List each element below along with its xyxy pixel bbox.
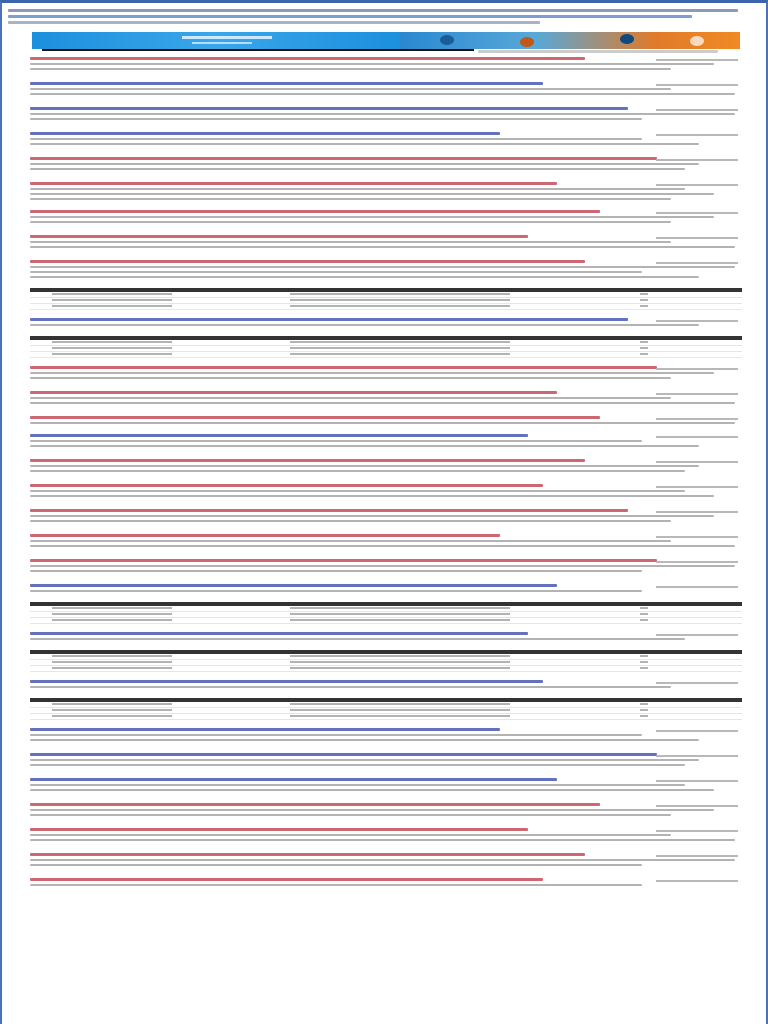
table-cell [640, 293, 648, 295]
result-title-link[interactable] [30, 434, 528, 437]
result-snippet [30, 495, 714, 497]
result-entry [30, 210, 742, 235]
table-cell [640, 613, 648, 615]
result-snippet [30, 324, 699, 326]
result-meta [656, 780, 738, 782]
result-snippet [30, 764, 685, 766]
result-table [30, 602, 742, 628]
result-title-link[interactable] [30, 584, 557, 587]
result-snippet [30, 377, 671, 379]
result-meta [656, 159, 738, 161]
result-title-link[interactable] [30, 878, 543, 881]
table-cell [290, 709, 510, 711]
result-meta [656, 855, 738, 857]
result-title-link[interactable] [30, 853, 585, 856]
result-entry [30, 157, 742, 182]
result-meta [656, 418, 738, 420]
result-snippet [30, 859, 735, 861]
result-entry [30, 632, 742, 650]
result-entry [30, 182, 742, 210]
table-cell [640, 619, 648, 621]
result-snippet [30, 545, 735, 547]
result-title-link[interactable] [30, 366, 657, 369]
result-meta [656, 461, 738, 463]
result-entry [30, 484, 742, 509]
result-snippet [30, 118, 642, 120]
banner-ad-text-line [182, 36, 272, 39]
result-entry [30, 434, 742, 459]
result-title-link[interactable] [30, 753, 657, 756]
table-cell [640, 667, 648, 669]
table-cell [52, 715, 172, 717]
table-row [30, 304, 742, 310]
table-row [30, 666, 742, 672]
table-cell [290, 353, 510, 355]
result-snippet [30, 638, 685, 640]
table-cell [52, 299, 172, 301]
result-snippet [30, 188, 685, 190]
result-snippet [30, 470, 685, 472]
table-cell [640, 347, 648, 349]
header-banner[interactable] [32, 32, 740, 49]
result-entry [30, 534, 742, 559]
result-title-link[interactable] [30, 157, 657, 160]
result-entry [30, 318, 742, 336]
table-cell [640, 703, 648, 705]
result-entry [30, 366, 742, 391]
table-cell [52, 619, 172, 621]
result-meta [656, 536, 738, 538]
result-snippet [30, 276, 699, 278]
result-meta [656, 84, 738, 86]
result-snippet [30, 864, 642, 866]
result-snippet [30, 372, 714, 374]
result-entry [30, 778, 742, 803]
result-entry [30, 878, 742, 896]
table-cell [290, 619, 510, 621]
pagination[interactable] [478, 50, 718, 53]
result-meta [656, 59, 738, 61]
result-meta [656, 436, 738, 438]
table-cell [640, 305, 648, 307]
result-snippet [30, 739, 699, 741]
table-cell [52, 347, 172, 349]
result-title-link[interactable] [30, 182, 557, 185]
table-cell [640, 353, 648, 355]
result-entry [30, 803, 742, 828]
table-cell [52, 613, 172, 615]
table-cell [52, 293, 172, 295]
table-cell [640, 655, 648, 657]
result-snippet [30, 216, 714, 218]
result-title-link[interactable] [30, 484, 543, 487]
result-snippet [30, 784, 685, 786]
banner-artwork [400, 32, 740, 49]
result-snippet [30, 520, 671, 522]
table-cell [640, 661, 648, 663]
result-snippet [30, 193, 714, 195]
result-snippet [30, 734, 642, 736]
result-meta [656, 393, 738, 395]
result-snippet [30, 884, 642, 886]
result-table [30, 288, 742, 314]
result-snippet [30, 93, 735, 95]
result-snippet [30, 759, 699, 761]
result-title-link[interactable] [30, 107, 628, 110]
result-entry [30, 57, 742, 82]
table-cell [290, 293, 510, 295]
result-snippet [30, 565, 735, 567]
table-cell [640, 299, 648, 301]
result-meta [656, 134, 738, 136]
result-meta [656, 511, 738, 513]
result-title-link[interactable] [30, 680, 543, 683]
table-cell [640, 709, 648, 711]
result-title-link[interactable] [30, 559, 657, 562]
result-title-link[interactable] [30, 210, 600, 213]
result-snippet [30, 168, 685, 170]
result-title-link[interactable] [30, 318, 628, 321]
table-cell [290, 715, 510, 717]
result-entry [30, 828, 742, 853]
result-meta [656, 805, 738, 807]
result-title-link[interactable] [30, 416, 600, 419]
result-entry [30, 260, 742, 288]
table-cell [52, 667, 172, 669]
result-snippet [30, 113, 735, 115]
banner-ad[interactable] [32, 32, 400, 49]
result-snippet [30, 789, 714, 791]
result-entry [30, 416, 742, 434]
table-row [30, 352, 742, 358]
result-entry [30, 559, 742, 584]
table-cell [290, 305, 510, 307]
table-cell [52, 607, 172, 609]
result-title-link[interactable] [30, 534, 500, 537]
table-cell [52, 305, 172, 307]
result-entry [30, 853, 742, 878]
result-title-link[interactable] [30, 260, 585, 263]
result-meta [656, 237, 738, 239]
result-title-link[interactable] [30, 828, 528, 831]
result-entry [30, 584, 742, 602]
result-snippet [30, 809, 714, 811]
table-cell [52, 661, 172, 663]
result-snippet [30, 570, 642, 572]
result-snippet [30, 814, 671, 816]
banner-ad-text-line [192, 42, 252, 44]
result-snippet [30, 88, 671, 90]
result-meta [656, 634, 738, 636]
result-table [30, 336, 742, 362]
result-entry [30, 680, 742, 698]
result-snippet [30, 266, 735, 268]
result-entry [30, 391, 742, 416]
table-cell [290, 667, 510, 669]
table-cell [640, 715, 648, 717]
table-cell [640, 607, 648, 609]
result-entry [30, 235, 742, 260]
top-nav-line [8, 9, 738, 12]
result-meta [656, 212, 738, 214]
result-meta [656, 109, 738, 111]
result-meta [656, 682, 738, 684]
result-meta [656, 486, 738, 488]
result-snippet [30, 515, 714, 517]
result-snippet [30, 246, 735, 248]
result-snippet [30, 465, 699, 467]
result-snippet [30, 422, 735, 424]
result-entry [30, 728, 742, 753]
result-meta [656, 755, 738, 757]
result-meta [656, 730, 738, 732]
result-snippet [30, 163, 699, 165]
top-navigation [4, 6, 764, 32]
top-nav-line [8, 15, 692, 18]
result-title-link[interactable] [30, 778, 557, 781]
result-snippet [30, 490, 685, 492]
result-snippet [30, 440, 642, 442]
result-snippet [30, 445, 699, 447]
result-meta [656, 262, 738, 264]
result-meta [656, 830, 738, 832]
banner-shape [620, 34, 634, 44]
result-title-link[interactable] [30, 632, 528, 635]
result-table [30, 698, 742, 724]
table-cell [290, 655, 510, 657]
banner-shape [440, 35, 454, 45]
result-meta [656, 880, 738, 882]
result-title-link[interactable] [30, 509, 628, 512]
top-nav-line [8, 21, 540, 24]
result-snippet [30, 198, 671, 200]
result-title-link[interactable] [30, 235, 528, 238]
result-snippet [30, 138, 642, 140]
result-meta [656, 320, 738, 322]
result-meta [656, 368, 738, 370]
table-cell [290, 299, 510, 301]
table-cell [640, 341, 648, 343]
result-entry [30, 107, 742, 132]
result-snippet [30, 540, 671, 542]
table-cell [290, 341, 510, 343]
result-entry [30, 509, 742, 534]
result-meta [656, 184, 738, 186]
table-cell [290, 347, 510, 349]
table-cell [52, 703, 172, 705]
result-snippet [30, 63, 714, 65]
result-table [30, 650, 742, 676]
result-title-link[interactable] [30, 803, 600, 806]
table-cell [290, 661, 510, 663]
table-cell [52, 341, 172, 343]
result-title-link[interactable] [30, 728, 500, 731]
result-snippet [30, 241, 671, 243]
table-cell [290, 613, 510, 615]
table-cell [290, 703, 510, 705]
result-snippet [30, 402, 735, 404]
result-entry [30, 753, 742, 778]
table-cell [52, 353, 172, 355]
result-meta [656, 586, 738, 588]
result-snippet [30, 839, 735, 841]
result-title-link[interactable] [30, 459, 585, 462]
page-title-underline [42, 49, 474, 51]
result-snippet [30, 143, 699, 145]
results-list [30, 57, 742, 896]
result-entry [30, 82, 742, 107]
result-snippet [30, 271, 642, 273]
result-title-link[interactable] [30, 57, 585, 60]
table-row [30, 714, 742, 720]
banner-shape [520, 37, 534, 47]
result-snippet [30, 686, 671, 688]
table-cell [290, 607, 510, 609]
table-row [30, 618, 742, 624]
table-cell [52, 655, 172, 657]
result-snippet [30, 397, 671, 399]
result-snippet [30, 834, 671, 836]
result-title-link[interactable] [30, 132, 500, 135]
result-entry [30, 132, 742, 157]
result-title-link[interactable] [30, 82, 543, 85]
result-snippet [30, 221, 671, 223]
table-cell [52, 709, 172, 711]
result-meta [656, 561, 738, 563]
banner-shape [690, 36, 704, 46]
result-snippet [30, 68, 671, 70]
result-snippet [30, 590, 642, 592]
result-entry [30, 459, 742, 484]
result-title-link[interactable] [30, 391, 557, 394]
